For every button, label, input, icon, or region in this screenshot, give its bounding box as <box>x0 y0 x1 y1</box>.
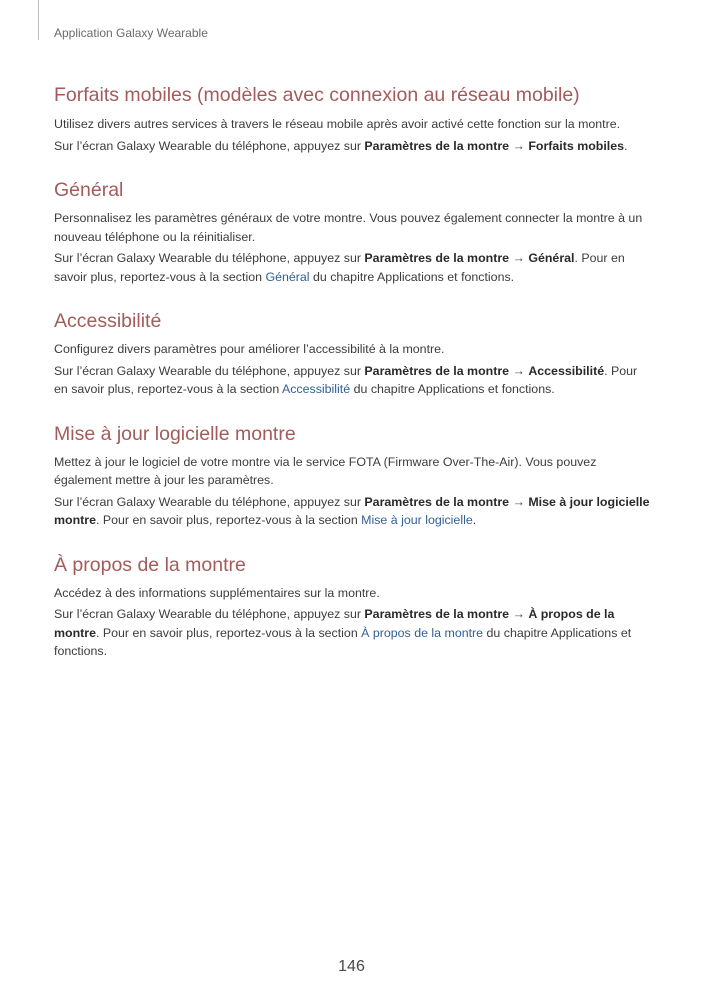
settings-menu-name: Paramètres de la montre <box>364 607 510 621</box>
section-general <box>54 177 654 286</box>
instruction-end: . Pour en savoir plus, reportez-vous à la section <box>54 251 625 284</box>
instruction-intro: Sur l’écran Galaxy Wearable du téléphone, appuyez sur <box>54 363 365 378</box>
section-a-propos <box>54 552 654 661</box>
section-heading: Général <box>54 179 124 201</box>
section-mise-a-jour <box>54 421 654 530</box>
arrow-separator: → <box>509 607 529 621</box>
cross-reference-link[interactable]: Général <box>265 269 310 284</box>
section-description: Configurez divers paramètres pour améliorer l’accessibilité à la montre. <box>54 342 445 356</box>
cross-reference-link[interactable]: Accessibilité <box>281 382 351 396</box>
section-instructions <box>54 362 654 399</box>
instruction-suffix: du chapitre Applications et fonctions. <box>350 382 555 396</box>
arrow-separator: → <box>509 138 529 153</box>
section-heading: Accessibilité <box>54 310 162 332</box>
section-description: Accédez à des informations supplémentaires sur la montre. <box>54 585 380 600</box>
instruction-end: . Pour en savoir plus, reportez-vous à la section <box>54 363 638 396</box>
section-instructions <box>54 137 654 156</box>
menu-target-name: Général <box>528 251 575 265</box>
menu-target-name: Forfaits mobiles <box>528 138 625 153</box>
section-forfaits-mobiles <box>54 82 654 155</box>
instruction-end: . Pour en savoir plus, reportez-vous à la section <box>96 625 362 640</box>
instruction-suffix: du chapitre Applications et fonctions. <box>309 269 515 284</box>
running-header: Application Galaxy Wearable <box>54 26 208 40</box>
section-heading: À propos de la montre <box>54 553 246 576</box>
section-instructions <box>54 493 654 530</box>
header-divider <box>38 0 39 40</box>
page-content <box>54 82 654 683</box>
arrow-separator: → <box>509 251 529 265</box>
section-accessibilite <box>54 308 654 399</box>
cross-reference-link[interactable]: Mise à jour logicielle <box>361 513 473 527</box>
settings-menu-name: Paramètres de la montre <box>364 363 510 378</box>
section-instructions <box>54 605 654 661</box>
section-description: Utilisez divers autres services à travers le réseau mobile après avoir activé cette fonction sur la montre. <box>54 117 621 131</box>
page-number: 146 <box>338 958 365 975</box>
instruction-intro: Sur l’écran Galaxy Wearable du téléphone, appuyez sur <box>54 607 365 621</box>
instruction-end: . <box>624 138 628 153</box>
instruction-suffix: . <box>472 513 477 527</box>
instruction-intro: Sur l’écran Galaxy Wearable du téléphone, appuyez sur <box>54 494 365 509</box>
instruction-end: . Pour en savoir plus, reportez-vous à la section <box>96 513 362 527</box>
instruction-intro: Sur l’écran Galaxy Wearable du téléphone, appuyez sur <box>54 138 365 153</box>
section-instructions <box>54 249 654 286</box>
settings-menu-name: Paramètres de la montre <box>364 251 510 265</box>
section-heading: Mise à jour logicielle montre <box>54 422 296 445</box>
settings-menu-name: Paramètres de la montre <box>364 494 510 509</box>
settings-menu-name: Paramètres de la montre <box>364 138 510 153</box>
cross-reference-link[interactable]: À propos de la montre <box>361 625 484 640</box>
menu-target-name: Mise à jour logicielle montre <box>54 494 650 527</box>
menu-target-name: Accessibilité <box>528 363 605 378</box>
arrow-separator: → <box>509 494 529 509</box>
section-heading: Forfaits mobiles (modèles avec connexion au réseau mobile) <box>54 84 580 106</box>
section-description: Personnalisez les paramètres généraux de votre montre. Vous pouvez également connecter la montre à un nouveau téléphone ou la réinitialiser. <box>54 211 643 244</box>
instruction-suffix: du chapitre Applications et fonctions. <box>54 625 632 658</box>
arrow-separator: → <box>509 363 529 378</box>
section-description: Mettez à jour le logiciel de votre montre via le service FOTA (Firmware Over-The-Air). Vous pouvez également mettre à jour les paramètres. <box>54 454 597 487</box>
instruction-intro: Sur l’écran Galaxy Wearable du téléphone, appuyez sur <box>54 251 365 265</box>
menu-target-name: À propos de la montre <box>54 607 615 640</box>
